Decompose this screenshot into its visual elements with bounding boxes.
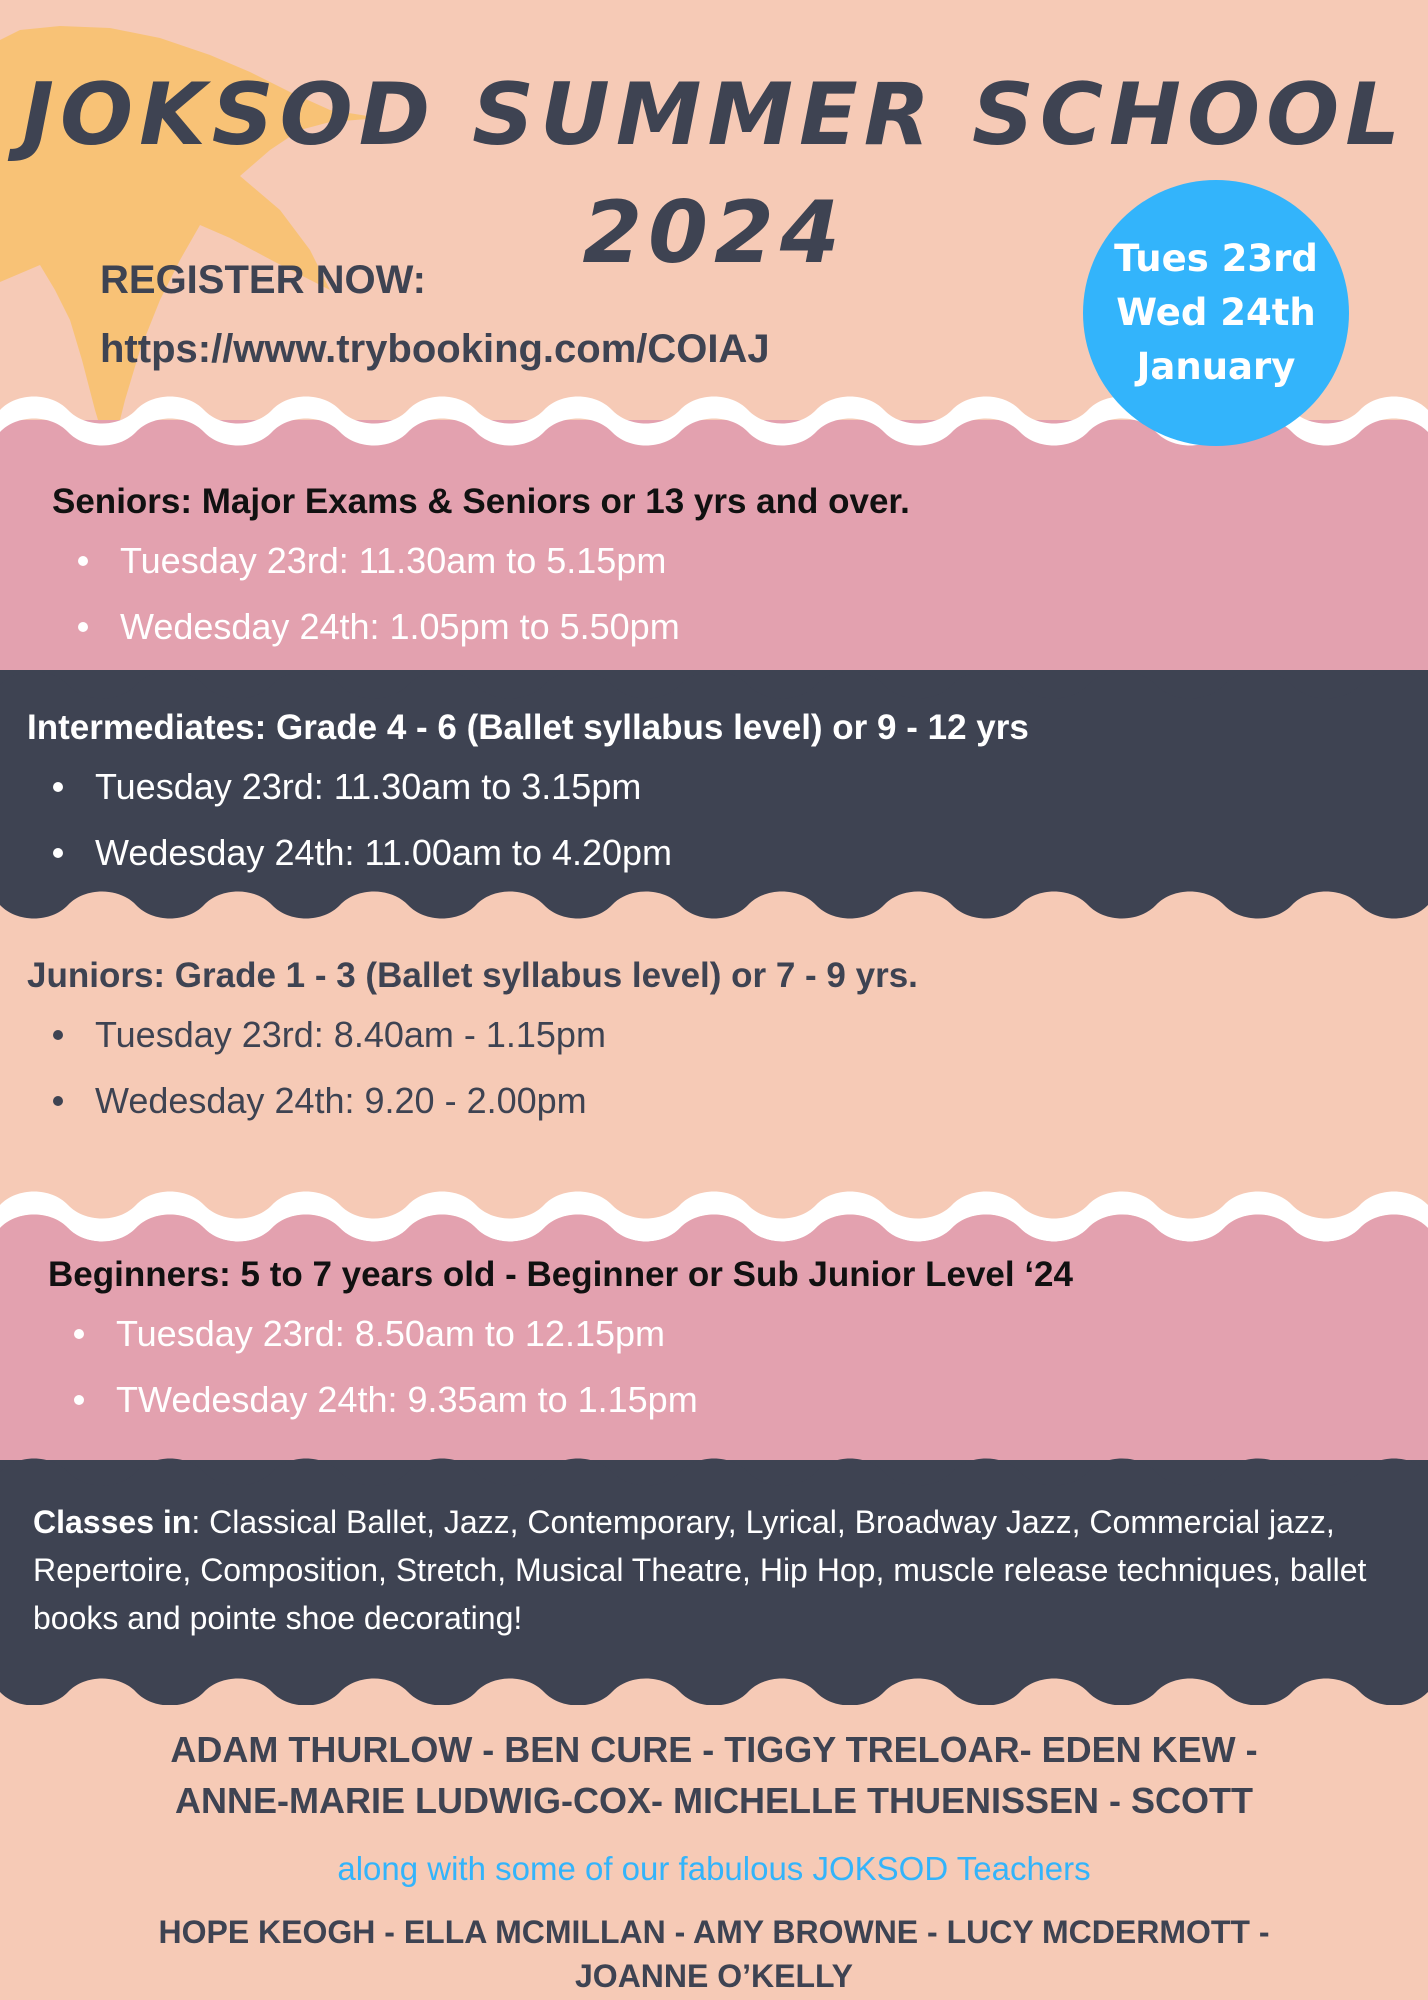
- guest-teachers-line2: ANNE-MARIE LUDWIG-COX- MICHELLE THUENISSEN - SCOTT: [175, 1780, 1253, 1821]
- beginners-heading: Beginners: 5 to 7 years old - Beginner or Sub Junior Level ‘24: [48, 1255, 1073, 1294]
- register-label: REGISTER NOW:: [100, 258, 426, 302]
- joksod-teachers: [0, 1910, 1428, 1998]
- page-title: JOKSOD SUMMER SCHOOL: [21, 65, 1406, 165]
- intermediates-heading: Intermediates: Grade 4 - 6 (Ballet syllabus level) or 9 - 12 yrs: [27, 708, 1029, 747]
- juniors-heading: Juniors: Grade 1 - 3 (Ballet syllabus level) or 7 - 9 yrs.: [27, 956, 918, 995]
- list-item: Tuesday 23rd: 11.30am to 3.15pm: [95, 767, 672, 833]
- list-item: Wedesday 24th: 1.05pm to 5.50pm: [120, 607, 680, 673]
- guest-teachers: [0, 1724, 1428, 1826]
- register-link[interactable]: https://www.trybooking.com/COIAJ: [100, 327, 770, 371]
- classes-label: Classes in: [33, 1504, 192, 1540]
- seniors-heading: Seniors: Major Exams & Seniors or 13 yrs and over.: [52, 482, 910, 521]
- date-badge-line1: Tues 23rd: [1114, 237, 1318, 280]
- guest-teachers-line1: ADAM THURLOW - BEN CURE - TIGGY TRELOAR- EDEN KEW -: [170, 1729, 1258, 1770]
- intermediates-schedule: [95, 767, 672, 899]
- date-badge: [1083, 180, 1349, 446]
- list-item: TWedesday 24th: 9.35am to 1.15pm: [116, 1380, 698, 1446]
- joksod-teachers-line1: HOPE KEOGH - ELLA MCMILLAN - AMY BROWNE - LUCY MCDERMOTT -: [158, 1914, 1270, 1950]
- date-badge-line2: Wed 24th: [1116, 291, 1316, 334]
- date-badge-line3: January: [1136, 345, 1296, 388]
- list-item: Tuesday 23rd: 8.50am to 12.15pm: [116, 1314, 698, 1380]
- classes-list: : Classical Ballet, Jazz, Contemporary, Lyrical, Broadway Jazz, Commercial jazz, Repertoire, Composition, Stretch, Musical Theatre, Hip Hop, muscle release techniques, ballet books and pointe shoe decorating!: [33, 1504, 1367, 1636]
- seniors-schedule: [120, 541, 680, 673]
- joksod-teachers-line2: JOANNE O’KELLY: [575, 1958, 853, 1994]
- beginners-schedule: [116, 1314, 698, 1446]
- list-item: Wedesday 24th: 11.00am to 4.20pm: [95, 833, 672, 899]
- classes-description: [33, 1498, 1403, 1642]
- list-item: Wedesday 24th: 9.20 - 2.00pm: [95, 1081, 606, 1147]
- along-with-text: along with some of our fabulous JOKSOD Teachers: [337, 1850, 1091, 1887]
- page-title-year: 2024: [582, 183, 846, 283]
- list-item: Tuesday 23rd: 8.40am - 1.15pm: [95, 1015, 606, 1081]
- juniors-schedule: [95, 1015, 606, 1147]
- list-item: Tuesday 23rd: 11.30am to 5.15pm: [120, 541, 680, 607]
